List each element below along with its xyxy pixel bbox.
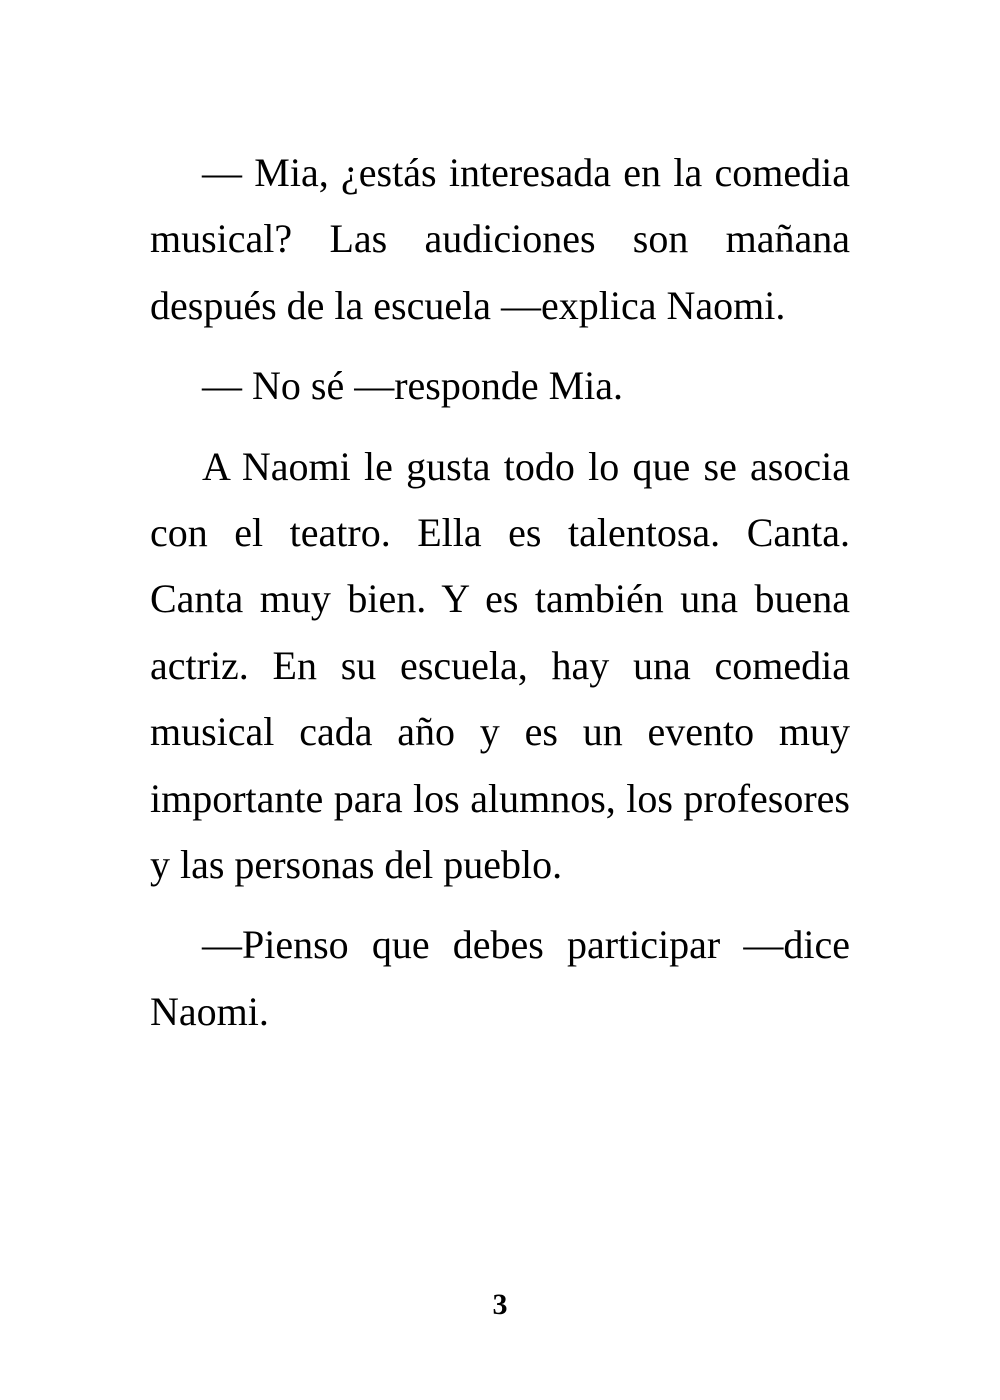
paragraph-3: A Naomi le gusta todo lo que se asocia con el teatro. Ella es talentosa. Canta. Canta muy bien. Y es también una buena actriz. En su escuela, hay una comedia musical cada año y es un evento muy importante para los alumnos, los profesores y las personas del pueblo. <box>150 443 850 887</box>
paragraph-4: —Pienso que debes participar —dice Naomi. <box>150 922 850 1034</box>
page-number: 3 <box>492 1288 508 1321</box>
paragraph-2: — No sé —responde Mia. <box>202 363 624 409</box>
page-body-text <box>150 140 850 1045</box>
paragraph-1: — Mia, ¿estás interesada en la comedia musical? Las audiciones son mañana después de la escuela —explica Naomi. <box>150 150 850 328</box>
